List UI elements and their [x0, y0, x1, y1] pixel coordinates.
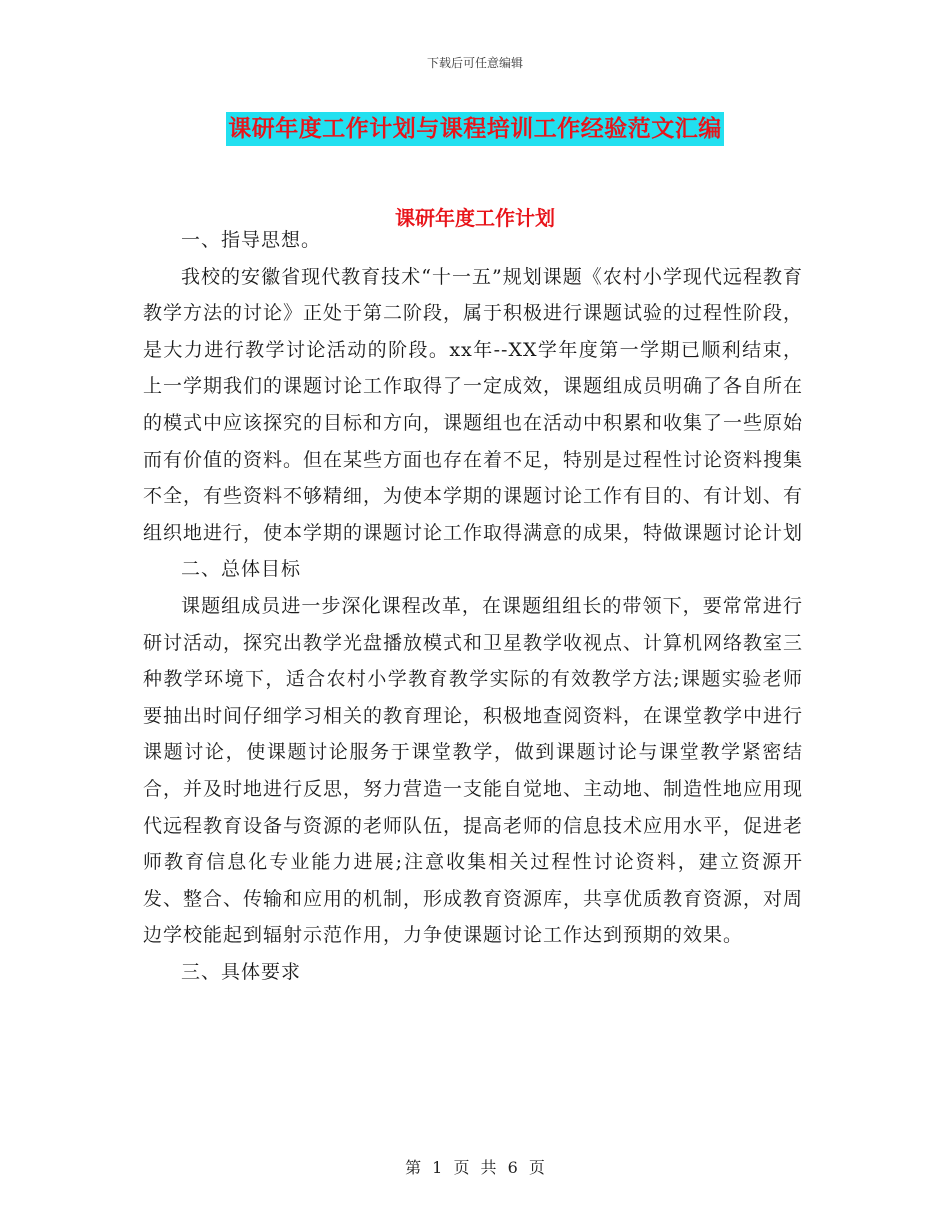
- heading-guiding-ideology: 一、指导思想。: [181, 229, 322, 251]
- paragraph-overall-goal: 课题组成员进一步深化课程改革，在课题组组长的带领下，要常常进行研讨活动，探究出教学光盘播放模式和卫星教学收视点、计算机网络教室三种教学环境下，适合农村小学教育教学实际的有效教学方法;课题实验老师要抽出时间仔细学习相关的教育理论，积极地查阅资料，在课堂教学中进行课题讨论，使课题讨论服务于课堂教学，做到课题讨论与课堂教学紧密结合，并及时地进行反思，努力营造一支能自觉地、主动地、制造性地应用现代远程教育设备与资源的老师队伍，提高老师的信息技术应用水平，促进老师教育信息化专业能力进展;注意收集相关过程性讨论资料，建立资源开发、整合、传输和应用的机制，形成教育资源库，共享优质教育资源，对周边学校能起到辐射示范作用，力争使课题讨论工作达到预期的效果。: [143, 594, 804, 947]
- page-number: 第 1 页 共 6 页: [405, 1158, 545, 1177]
- section-title: 课研年度工作计划: [395, 206, 555, 230]
- document-body: [143, 222, 803, 990]
- header-note: 下载后可任意编辑: [426, 56, 523, 70]
- heading-specific-requirements: 三、具体要求: [181, 960, 302, 983]
- paragraph-guiding-ideology: 我校的安徽省现代教育技术“十一五”规划课题《农村小学现代远程教育教学方法的讨论》正处于第二阶段，属于积极进行课题试验的过程性阶段，是大力进行教学讨论活动的阶段。xx年--XX学年度第一学期已顺利结束，上一学期我们的课题讨论工作取得了一定成效，课题组成员明确了各自所在的模式中应该探究的目标和方向，课题组也在活动中积累和收集了一些原始而有价值的资料。但在某些方面也存在着不足，特别是过程性讨论资料搜集不全，有些资料不够精细，为使本学期的课题讨论工作有目的、有计划、有组织地进行，使本学期的课题讨论工作取得满意的成果，特做课题讨论计划: [143, 265, 804, 544]
- main-title: 课研年度工作计划与课程培训工作经验范文汇编: [226, 112, 724, 146]
- heading-overall-goal: 二、总体目标: [181, 558, 302, 581]
- main-title-container: [0, 112, 950, 146]
